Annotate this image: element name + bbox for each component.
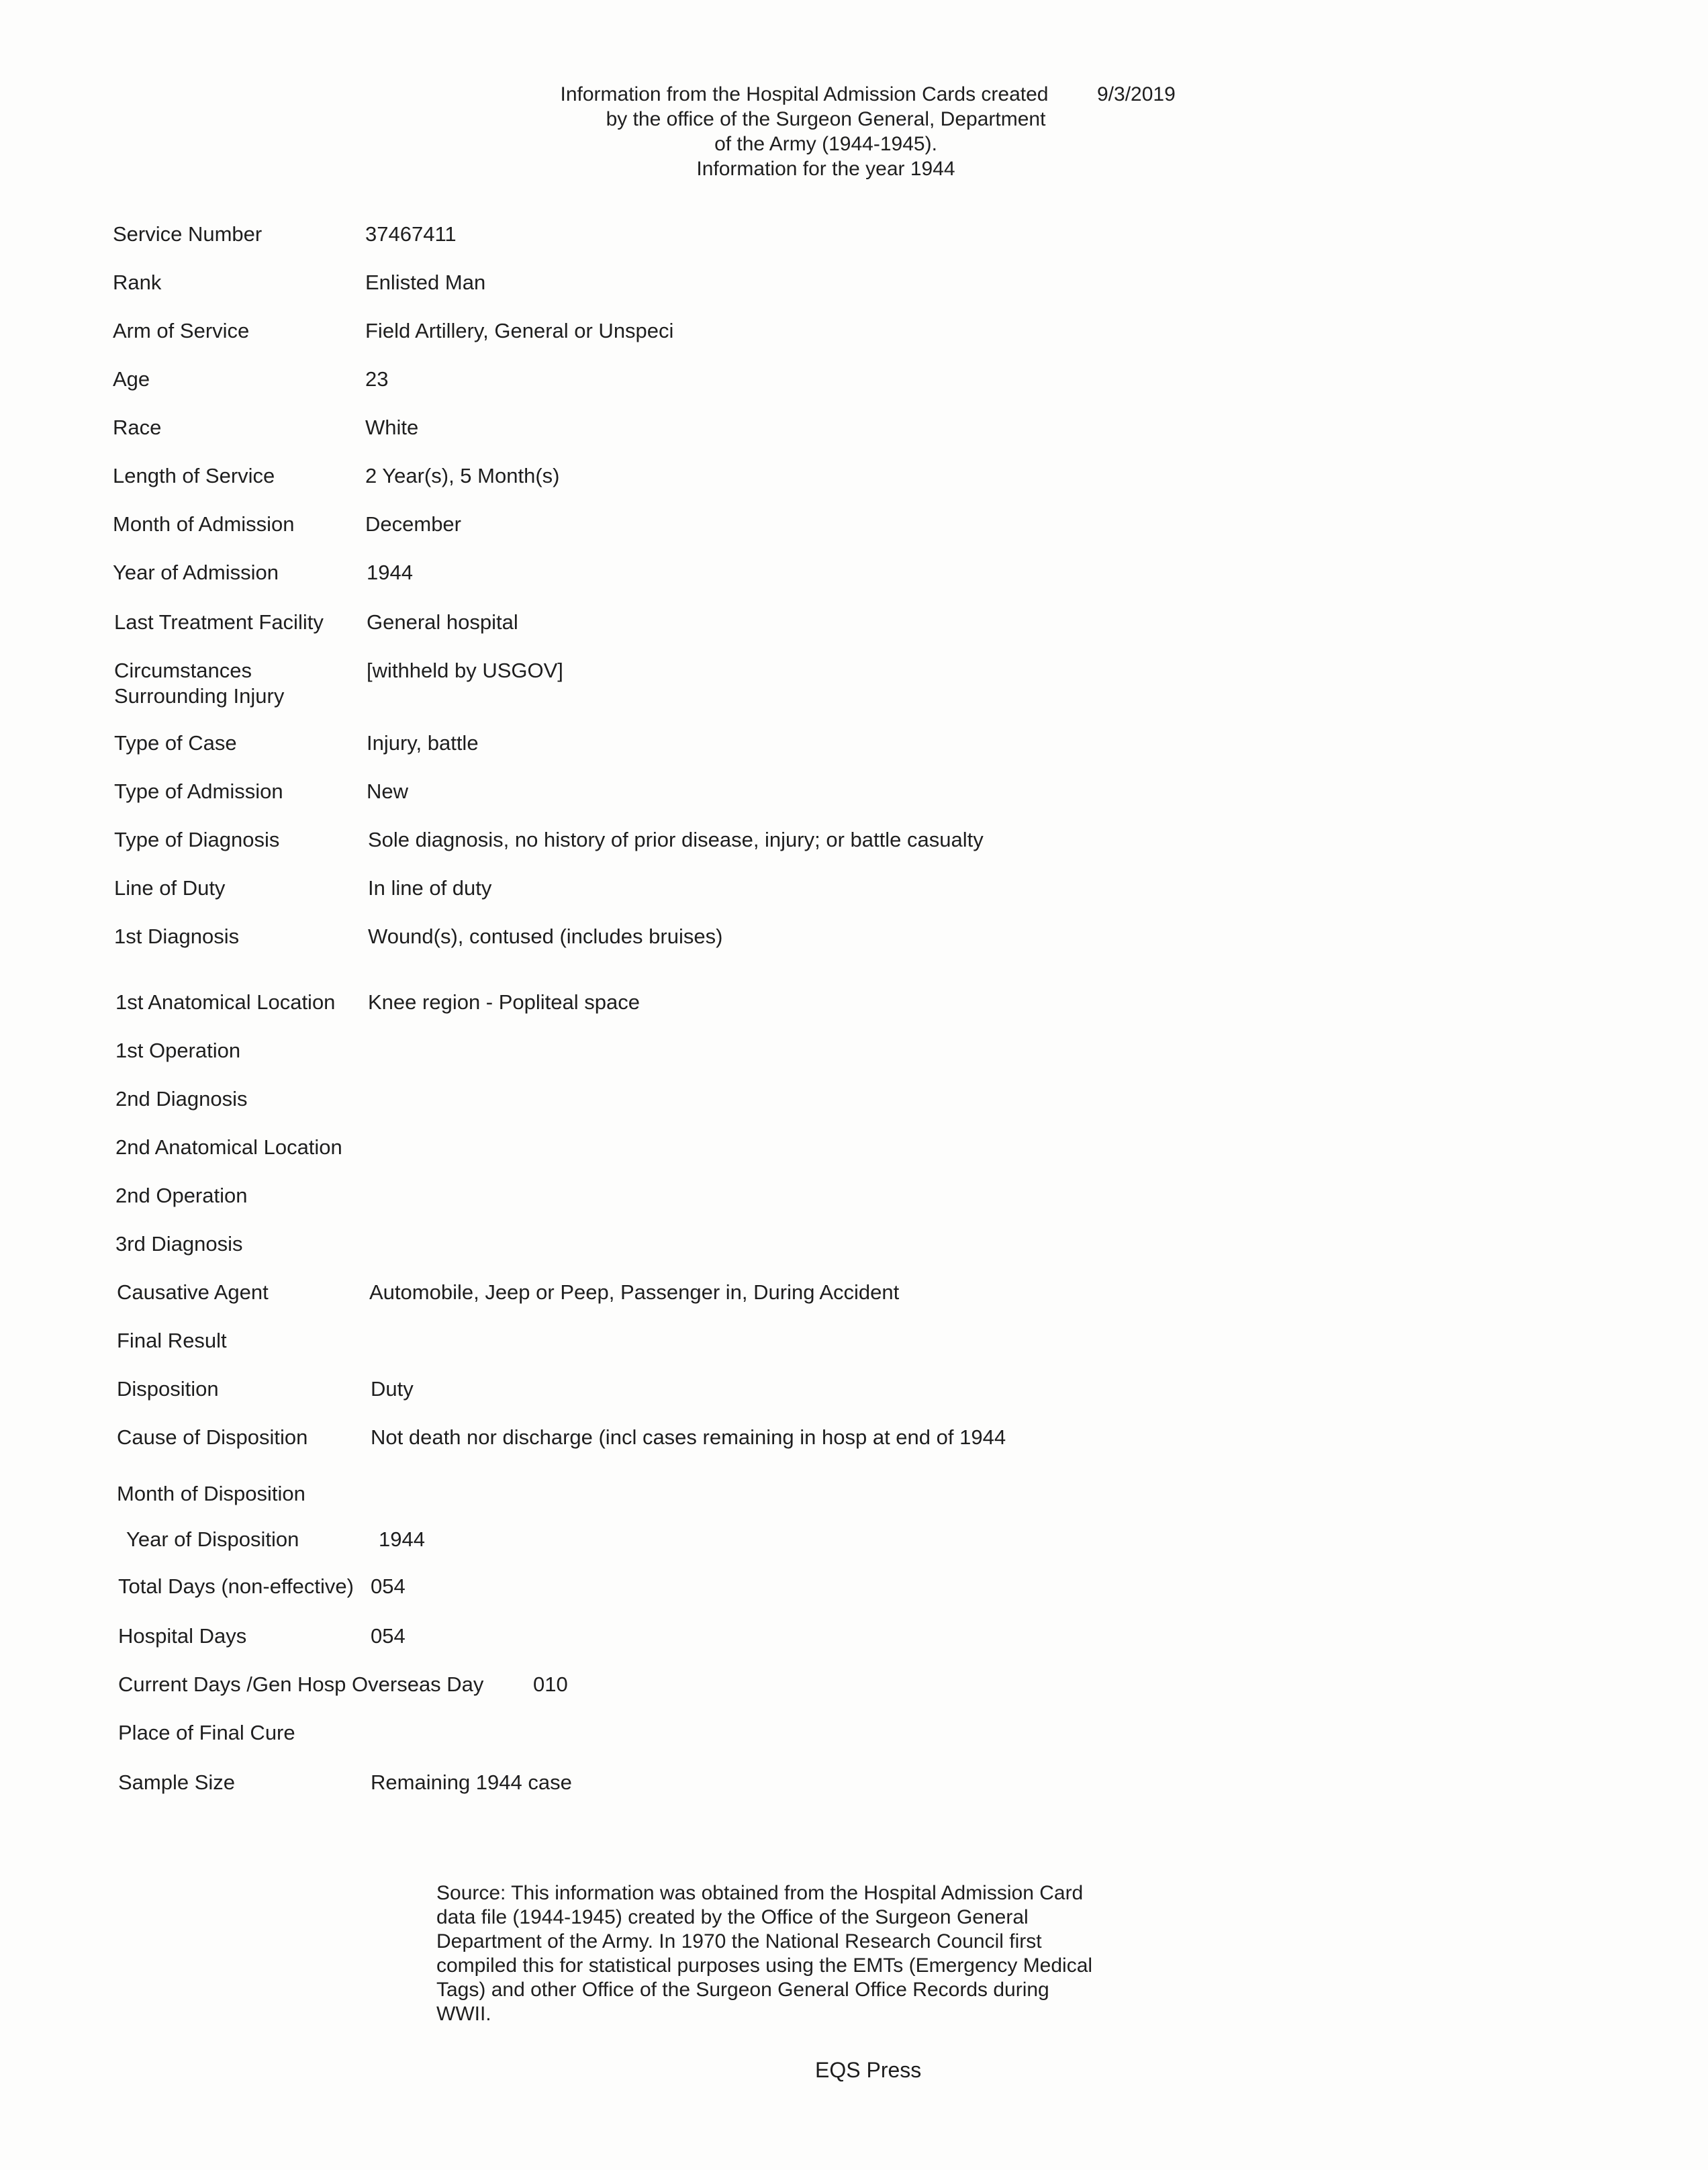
- source-note: Source: This information was obtained from the Hospital Admission Card data file (1944-1945) created by the Office of the Surgeon General Department of the Army. In 1970 the National Research Council first compiled this for statistical purposes using the EMTs (Emergency Medical Tags) and other Office of the Surgeon General Office Records during WWII.: [436, 1882, 1093, 2025]
- value-year-of-admission: 1944: [367, 561, 413, 584]
- label-year-of-admission: Year of Admission: [113, 561, 279, 584]
- label-length-of-service: Length of Service: [113, 464, 275, 487]
- label-arm-of-service: Arm of Service: [113, 319, 250, 342]
- value-rank: Enlisted Man: [365, 271, 486, 294]
- label-type-of-case: Type of Case: [114, 731, 237, 755]
- value-1st-diagnosis: Wound(s), contused (includes bruises): [368, 925, 723, 948]
- header-line-2: by the office of the Surgeon General, Department: [606, 108, 1046, 130]
- value-arm-of-service: Field Artillery, General or Unspeci: [365, 319, 674, 342]
- value-1st-anatomical-location: Knee region - Popliteal space: [368, 990, 640, 1014]
- label-line-of-duty: Line of Duty: [114, 876, 226, 900]
- value-year-of-disposition: 1944: [379, 1527, 425, 1551]
- value-type-of-admission: New: [367, 780, 409, 803]
- label-rank: Rank: [113, 271, 162, 294]
- value-age: 23: [365, 367, 389, 391]
- label-month-of-disposition: Month of Disposition: [117, 1482, 305, 1505]
- label-causative-agent: Causative Agent: [117, 1280, 269, 1304]
- label-sample-size: Sample Size: [118, 1771, 236, 1794]
- label-2nd-anatomical-location: 2nd Anatomical Location: [115, 1135, 342, 1159]
- label-month-of-admission: Month of Admission: [113, 512, 295, 536]
- label-1st-diagnosis: 1st Diagnosis: [114, 925, 240, 948]
- label-hospital-days: Hospital Days: [118, 1624, 247, 1648]
- label-place-of-final-cure: Place of Final Cure: [118, 1721, 295, 1744]
- footer-publisher: EQS Press: [815, 2058, 922, 2082]
- value-service-number: 37467411: [365, 222, 457, 246]
- label-circumstances: Circumstances: [114, 659, 252, 682]
- value-sample-size: Remaining 1944 case: [371, 1771, 572, 1794]
- value-circumstances: [withheld by USGOV]: [367, 659, 563, 682]
- label-total-days: Total Days (non-effective): [118, 1574, 354, 1598]
- label-type-of-diagnosis: Type of Diagnosis: [114, 828, 280, 851]
- header-line-1: Information from the Hospital Admission Cards created: [560, 83, 1049, 105]
- value-type-of-case: Injury, battle: [367, 731, 479, 755]
- label-type-of-admission: Type of Admission: [114, 780, 283, 803]
- document-date: 9/3/2019: [1097, 83, 1176, 105]
- label-final-result: Final Result: [117, 1329, 227, 1352]
- label-disposition: Disposition: [117, 1377, 219, 1401]
- value-total-days: 054: [371, 1574, 406, 1598]
- label-current-days: Current Days /Gen Hosp Overseas Day: [118, 1672, 484, 1696]
- label-1st-operation: 1st Operation: [115, 1039, 241, 1062]
- value-last-treatment-facility: General hospital: [367, 610, 518, 634]
- header-line-3: of the Army (1944-1945).: [714, 133, 937, 155]
- value-current-days: 010: [533, 1672, 568, 1696]
- label-2nd-diagnosis: 2nd Diagnosis: [115, 1087, 248, 1111]
- label-service-number: Service Number: [113, 222, 263, 246]
- value-line-of-duty: In line of duty: [368, 876, 492, 900]
- value-type-of-diagnosis: Sole diagnosis, no history of prior disease, injury; or battle casualty: [368, 828, 984, 851]
- value-hospital-days: 054: [371, 1624, 406, 1648]
- label-year-of-disposition: Year of Disposition: [126, 1527, 299, 1551]
- label-cause-of-disposition: Cause of Disposition: [117, 1425, 308, 1449]
- label-1st-anatomical-location: 1st Anatomical Location: [115, 990, 336, 1014]
- value-race: White: [365, 416, 419, 439]
- header-line-4: Information for the year 1944: [696, 158, 955, 180]
- value-cause-of-disposition: Not death nor discharge (incl cases remaining in hosp at end of 1944: [371, 1425, 1006, 1449]
- value-causative-agent: Automobile, Jeep or Peep, Passenger in, During Accident: [369, 1280, 900, 1304]
- label-2nd-operation: 2nd Operation: [115, 1184, 248, 1207]
- label-age: Age: [113, 367, 150, 391]
- label-race: Race: [113, 416, 162, 439]
- value-month-of-admission: December: [365, 512, 461, 536]
- label-last-treatment-facility: Last Treatment Facility: [114, 610, 324, 634]
- value-disposition: Duty: [371, 1377, 414, 1401]
- label-3rd-diagnosis: 3rd Diagnosis: [115, 1232, 243, 1256]
- label-surrounding-injury: Surrounding Injury: [114, 684, 285, 708]
- value-length-of-service: 2 Year(s), 5 Month(s): [365, 464, 560, 487]
